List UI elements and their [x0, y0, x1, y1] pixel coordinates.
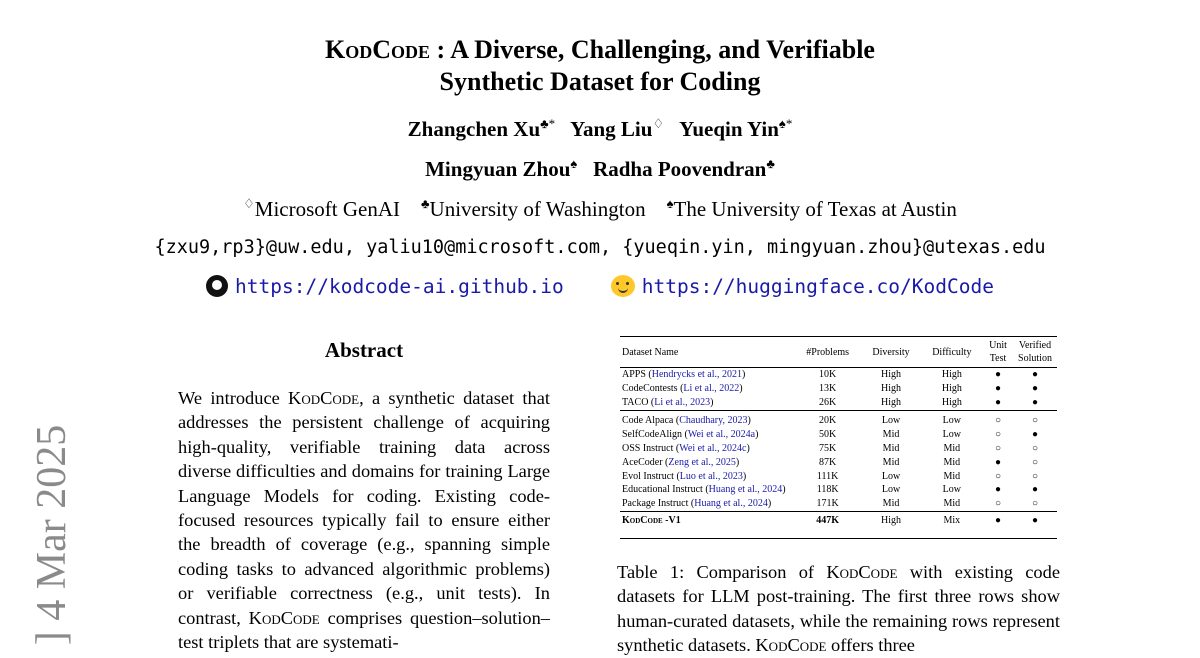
- col-header-problems: #Problems: [794, 337, 861, 368]
- table-row: APPS (Hendrycks et al., 2021) 10K High High ● ●: [622, 369, 1039, 380]
- table-row: Package Instruct (Huang et al., 2024) 171K Mid Mid ○ ○: [622, 498, 1039, 510]
- github-link[interactable]: https://kodcode-ai.github.io: [206, 275, 564, 298]
- table-bottom-rule: [620, 538, 1057, 539]
- table-row: Educational Instruct (Huang et al., 2024) 118K Low Low ● ●: [622, 484, 1039, 496]
- table-row: Code Alpaca (Chaudhary, 2023) 20K Low Low ○ ○: [622, 415, 1039, 427]
- col-header-name: Dataset Name: [620, 337, 794, 368]
- table-header-row: [620, 337, 1057, 368]
- table-row: SelfCodeAlign (Wei et al., 2024a) 50K Mid Low ○ ●: [622, 429, 1039, 441]
- huggingface-icon: [611, 275, 635, 297]
- affiliations: [0, 196, 1200, 222]
- abstract-text: We introduce KodCode, a synthetic dataset that addresses the persistent challenge of acquiring high-quality, verifiable training data across diverse difficulties and domains for training Large Language Models for coding. Existing code-focused resources typically fail to ensure either the breadth of coverage (e.g., spanning simple coding tasks to advanced algorithmic problems) or verifiable correctness (e.g., unit tests). In contrast, KodCode comprises question–solution–test triplets that are systemati-: [178, 388, 550, 653]
- table-row: TACO (Li et al., 2023) 26K High High ● ●: [620, 396, 1057, 411]
- table-row-kodcode: KodCode -V1 447K High Mix ● ●: [620, 511, 1057, 529]
- author: Radha Poovendran♣: [593, 156, 775, 181]
- col-header-difficulty: Difficulty: [921, 337, 983, 368]
- table-row: AceCoder (Zeng et al., 2025) 87K Mid Mid ● ○: [622, 456, 1039, 468]
- arxiv-side-stamp: ] 4 Mar 2025: [29, 424, 75, 646]
- authors-row-1: [0, 116, 1200, 142]
- col-header-unit-test: Unit Test: [983, 337, 1013, 368]
- author: Mingyuan Zhou♠: [425, 156, 578, 181]
- table-caption: Table 1: Comparison of KodCode with existing code datasets for LLM post-training. The first three rows show human-curated datasets, while the remaining rows represent synthetic datasets. KodCode offers three: [617, 562, 1060, 656]
- authors-row-2: [0, 156, 1200, 182]
- col-header-verified: Verified Solution: [1013, 337, 1057, 368]
- project-links: [0, 275, 1200, 298]
- abstract-heading: Abstract: [324, 338, 404, 362]
- paper-title: [0, 34, 1200, 98]
- title-line-1: KodCode : A Diverse, Challenging, and Verifiable: [325, 35, 875, 64]
- author: Yueqin Yin♠*: [679, 116, 793, 141]
- table-row: Evol Instruct (Luo et al., 2023) 111K Low Mid ○ ○: [622, 470, 1039, 482]
- title-dataset-name: KodCode: [325, 35, 431, 64]
- table-row: OSS Instruct (Wei et al., 2024c) 75K Mid Mid ○ ○: [622, 442, 1039, 454]
- github-icon: [206, 275, 228, 297]
- author-emails: {zxu9,rp3}@uw.edu, yaliu10@microsoft.com, {yueqin.yin, mingyuan.zhou}@utexas.edu: [154, 237, 1046, 258]
- affiliation: ♢Microsoft GenAI: [243, 196, 400, 221]
- affiliation: ♣University of Washington: [421, 196, 646, 221]
- col-header-diversity: Diversity: [861, 337, 920, 368]
- huggingface-link[interactable]: https://huggingface.co/KodCode: [611, 275, 994, 298]
- affiliation: ♠The University of Texas at Austin: [666, 196, 957, 221]
- table-row: CodeContests (Li et al., 2022) 13K High High ● ●: [622, 382, 1039, 394]
- author: Zhangchen Xu♣*: [407, 116, 556, 141]
- title-line-2: Synthetic Dataset for Coding: [439, 67, 761, 96]
- dataset-comparison-table: [620, 337, 1057, 530]
- author: Yang Liu♢: [570, 116, 665, 141]
